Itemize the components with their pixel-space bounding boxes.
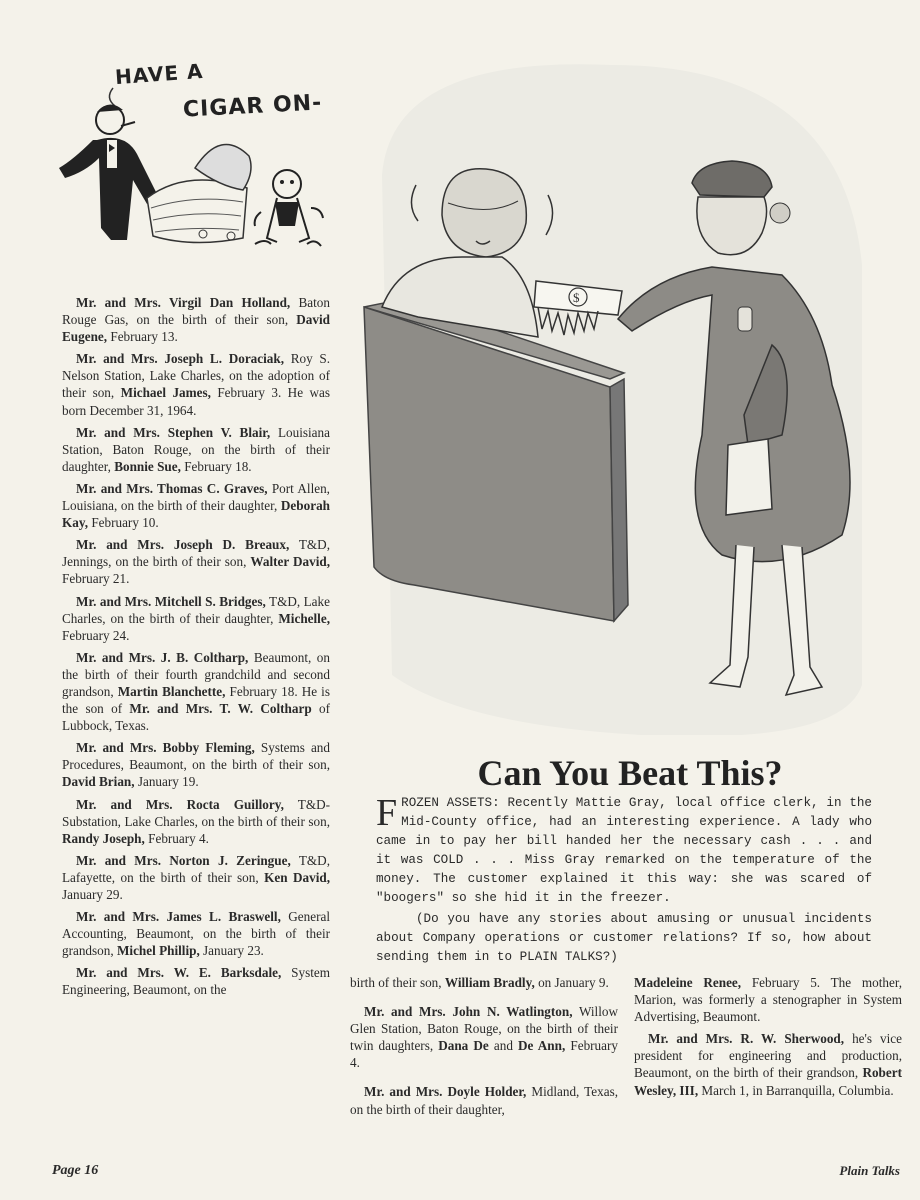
article-title: Can You Beat This? [477, 753, 783, 793]
article-note: (Do you have any stories about amusing or unusual incidents about Company operations or customer relations? If so, how about sending them in to PLAIN TALKS?) [376, 912, 872, 964]
announcement-entry: Mr. and Mrs. Doyle Holder, Midland, Texas, on the birth of their daughter, [350, 1084, 618, 1117]
announcement-entry: Mr. and Mrs. J. B. Coltharp, Beaumont, on the birth of their fourth grandchild and second grandson, Martin Blanchette, February 18. He is the son of Mr. and Mrs. T. W. Coltharp of Lubbock, Texas. [62, 649, 330, 734]
announcement-entry: Mr. and Mrs. Thomas C. Graves, Port Allen, Louisiana, on the birth of their daughter, Deborah Kay, February 10. [62, 480, 330, 531]
cigar-cartoon [55, 48, 345, 280]
announcement-entry: Mr. and Mrs. Mitchell S. Bridges, T&D, Lake Charles, on the birth of their daughter, Michelle, February 24. [62, 593, 330, 643]
announcement-entry: Mr. and Mrs. Joseph L. Doraciak, Roy S. Nelson Station, Lake Charles, on the adoption of their son, Michael James, February 3. He was born December 31, 1964. [62, 351, 330, 418]
announcement-entry: Mr. and Mrs. Joseph D. Breaux, T&D, Jennings, on the birth of their son, Walter David, February 21. [62, 537, 330, 587]
announcement-entry: birth of their son, William Bradly, on January 9. [350, 975, 609, 990]
father-bassinet-drawing [55, 48, 345, 280]
announcement-entry: Mr. and Mrs. James L. Braswell, General Accounting, Beaumont, on the birth of their grandson, Michel Phillip, January 23. [62, 909, 330, 959]
announcement-entry: Mr. and Mrs. Stephen V. Blair, Louisiana Station, Baton Rouge, on the birth of their daughter, Bonnie Sue, February 18. [62, 424, 330, 474]
announcement-entry: Madeleine Renee, February 5. The mother, Marion, was formerly a stenographer in System Advertising, Beaumont. [634, 975, 902, 1025]
drop-cap: F [376, 792, 398, 834]
article-body [376, 794, 872, 967]
publication-name: Plain Talks [839, 1163, 900, 1178]
birth-announcements-right [634, 974, 902, 1104]
announcement-entry: Mr. and Mrs. Bobby Fleming, Systems and Procedures, Beaumont, on the birth of their son, David Brian, January 19. [62, 740, 330, 790]
birth-announcements-left [62, 294, 330, 1004]
article-paragraph: ROZEN ASSETS: Recently Mattie Gray, local office clerk, in the Mid-County office, had an interesting experience. A lady who came in to pay her bill handed her the necessary cash . . . and it was COLD . . . Miss Gray remarked on the temperature of the money. The customer explained it this way: she was scared of "boogers" so she hid it in the freezer. [376, 796, 872, 905]
have-a-handwriting: HAVE A [114, 58, 205, 90]
page-number: Page 16 [52, 1163, 99, 1178]
announcement-entry: Mr. and Mrs. John N. Watlington, Willow Glen Station, Baton Rouge, on the birth of their twin daughters, Dana De and De Ann, February 4. [350, 1004, 618, 1071]
birth-announcements-middle [350, 974, 618, 1123]
announcement-entry: Mr. and Mrs. Virgil Dan Holland, Baton Rouge Gas, on the birth of their son, David Eugene, February 13. [62, 295, 330, 345]
frozen-money-cartoon [352, 45, 872, 735]
announcement-entry: Mr. and Mrs. Norton J. Zeringue, T&D, Lafayette, on the birth of their son, Ken David, January 29. [62, 852, 330, 902]
announcement-entry: Mr. and Mrs. R. W. Sherwood, he's vice president for engineering and production, Beaumont, on the birth of their grandson, Robert Wesley, III, March 1, in Barranquilla, Columbia. [634, 1031, 903, 1098]
announcement-entry: Mr. and Mrs. W. E. Barksdale, System Engineering, Beaumont, on the [62, 965, 330, 998]
cigar-on-handwriting: CIGAR ON- [182, 90, 323, 123]
dollar-sign: $ [573, 290, 580, 305]
announcement-entry: Mr. and Mrs. Rocta Guillory, T&D-Substation, Lake Charles, on the birth of their son, Randy Joseph, February 4. [62, 796, 330, 846]
